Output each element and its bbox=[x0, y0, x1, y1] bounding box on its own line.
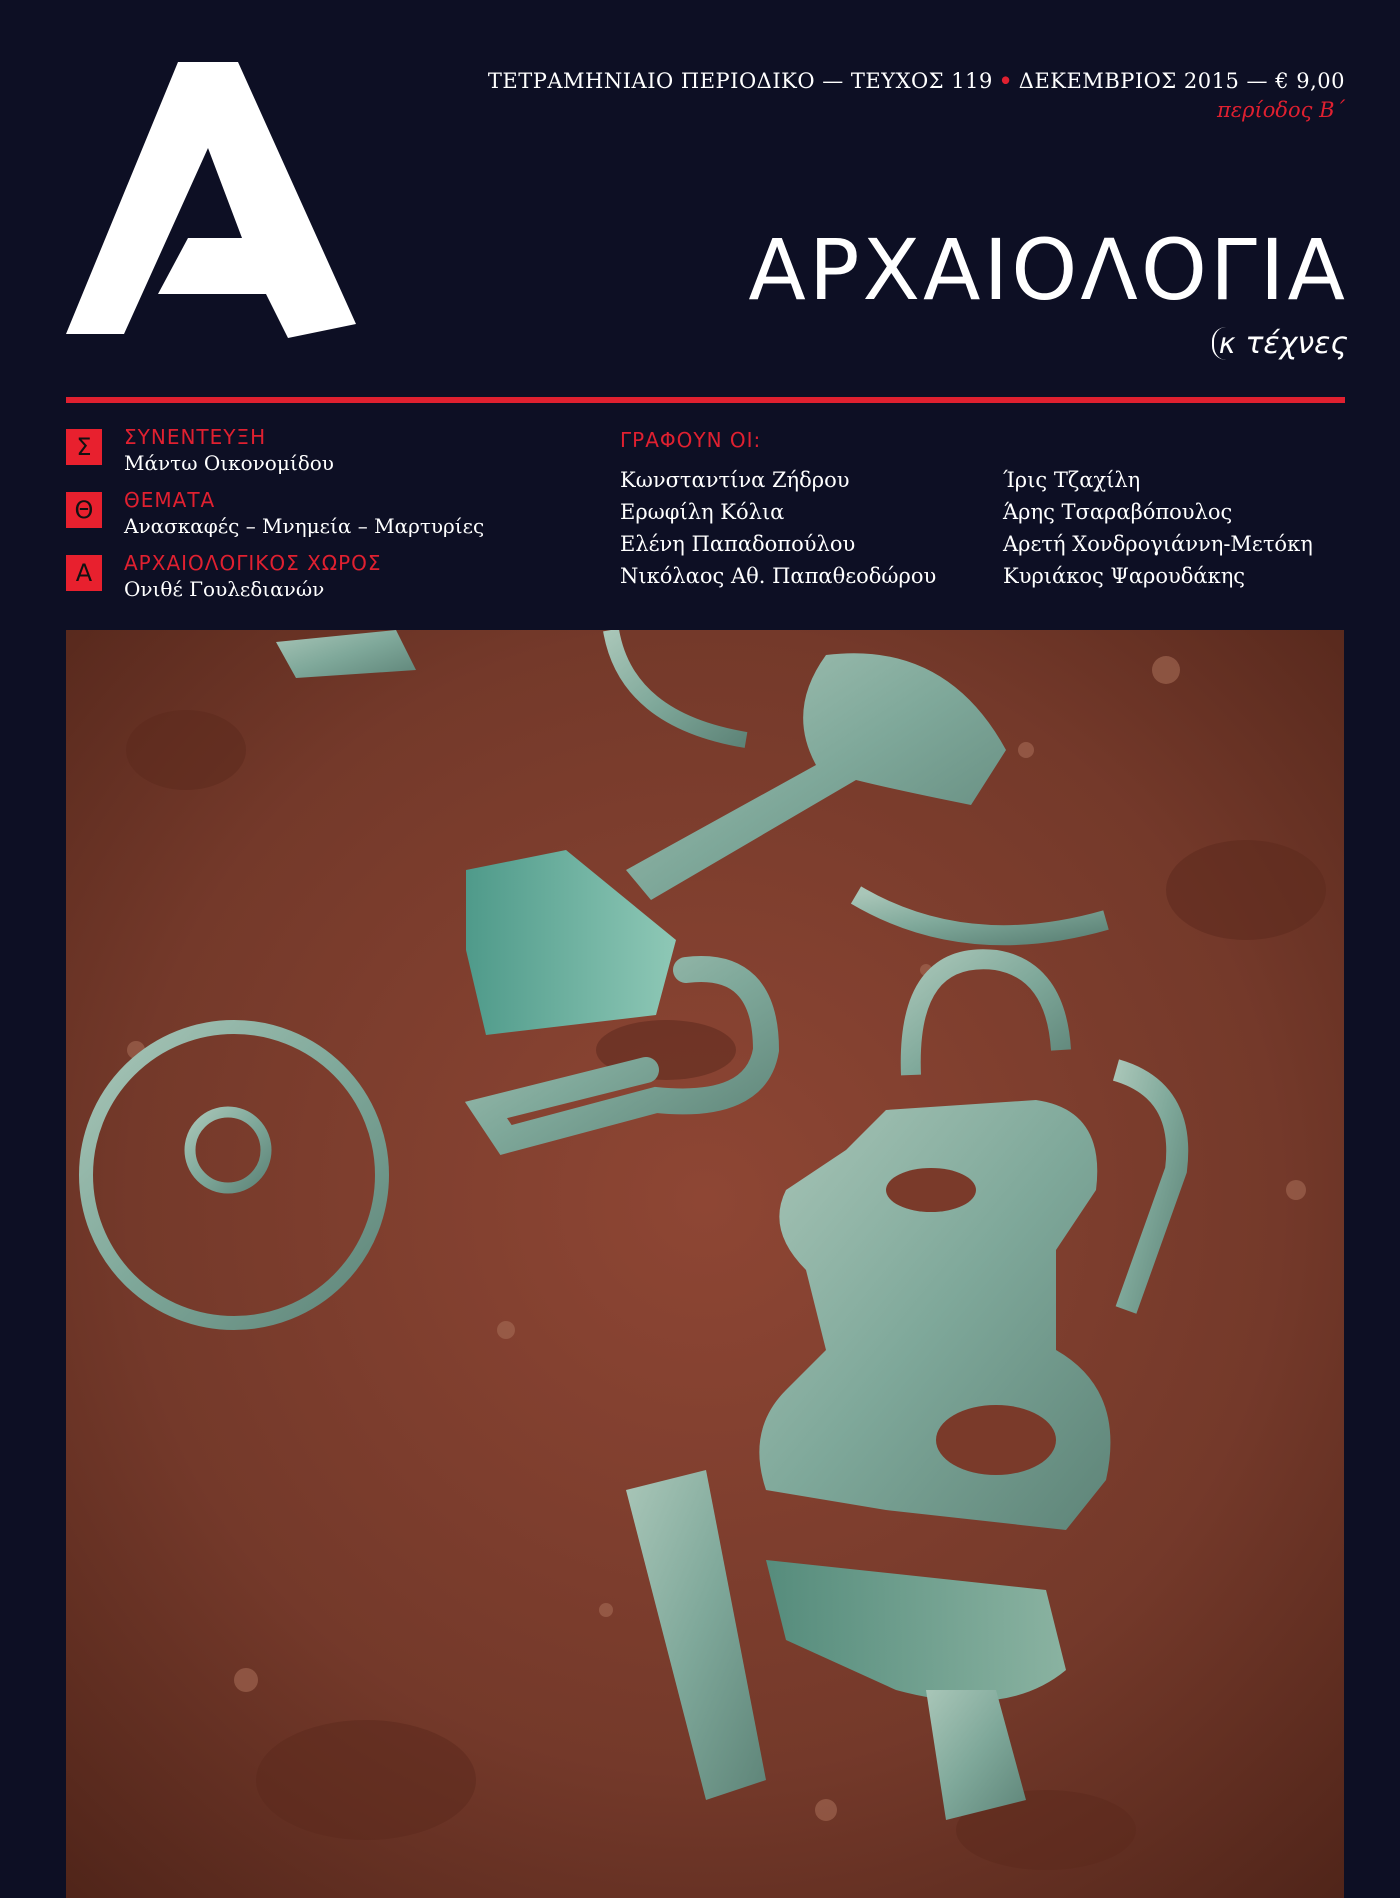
contents-list bbox=[66, 425, 626, 614]
magazine-title: ΑΡΧΑΙΟΛΟΓΙΑ bbox=[748, 221, 1348, 319]
writer-name: Αρετή Χονδρογιάννη-Μετόκη bbox=[1003, 532, 1313, 556]
writer-name: Ελένη Παπαδοπούλου bbox=[620, 532, 856, 556]
magazine-subtitle bbox=[1212, 326, 1348, 361]
writers-column-2 bbox=[1003, 464, 1313, 592]
alpha-logo-icon bbox=[66, 62, 356, 338]
writer-name: Νικόλαος Αθ. Παπαθεοδώρου bbox=[620, 564, 937, 588]
separator-dot-icon: • bbox=[998, 68, 1013, 93]
period-label: περίοδος Β΄ bbox=[1217, 98, 1345, 122]
subtitle-k-glyph: κ bbox=[1212, 327, 1236, 360]
subtitle-text: τέχνες bbox=[1245, 326, 1348, 361]
issue-date-price: ΔΕΚΕΜΒΡΙΟΣ 2015 — € 9,00 bbox=[1018, 69, 1345, 93]
header-divider bbox=[66, 397, 1345, 403]
writer-name: Κωνσταντίνα Ζήδρου bbox=[620, 468, 850, 492]
badge-alpha: Α bbox=[66, 555, 102, 591]
excavation-photo-illustration bbox=[66, 630, 1344, 1898]
contents-category: ΣΥΝΕΝΤΕΥΞΗ bbox=[124, 425, 267, 449]
contents-category: ΘΕΜΑΤΑ bbox=[124, 488, 216, 512]
writer-name: Κυριάκος Ψαρουδάκης bbox=[1003, 564, 1246, 588]
contents-item-interview bbox=[66, 425, 626, 488]
badge-sigma: Σ bbox=[66, 429, 102, 465]
contents-item-themes bbox=[66, 488, 626, 551]
writers-column-1 bbox=[620, 464, 936, 592]
contents-category: ΑΡΧΑΙΟΛΟΓΙΚΟΣ ΧΩΡΟΣ bbox=[124, 551, 382, 575]
writer-name: Ίρις Τζαχίλη bbox=[1003, 468, 1141, 492]
contents-text: Ανασκαφές – Μνημεία – Μαρτυρίες bbox=[124, 514, 485, 538]
contents-item-site bbox=[66, 551, 626, 614]
contents-text: Μάντω Οικονομίδου bbox=[124, 451, 334, 475]
writers-label: ΓΡΑΦΟΥΝ ΟΙ: bbox=[620, 428, 762, 452]
issue-number: ΤΕΤΡΑΜΗΝΙΑΙΟ ΠΕΡΙΟΔΙΚΟ — ΤΕΥΧΟΣ 119 bbox=[487, 69, 993, 93]
badge-theta: Θ bbox=[66, 492, 102, 528]
issue-info bbox=[488, 68, 1345, 93]
writer-name: Άρης Τσαραβόπουλος bbox=[1003, 500, 1233, 524]
cover-photo-bronze-finds bbox=[66, 630, 1344, 1898]
writer-name: Ερωφίλη Κόλια bbox=[620, 500, 785, 524]
contents-text: Ονιθέ Γουλεδιανών bbox=[124, 577, 325, 601]
